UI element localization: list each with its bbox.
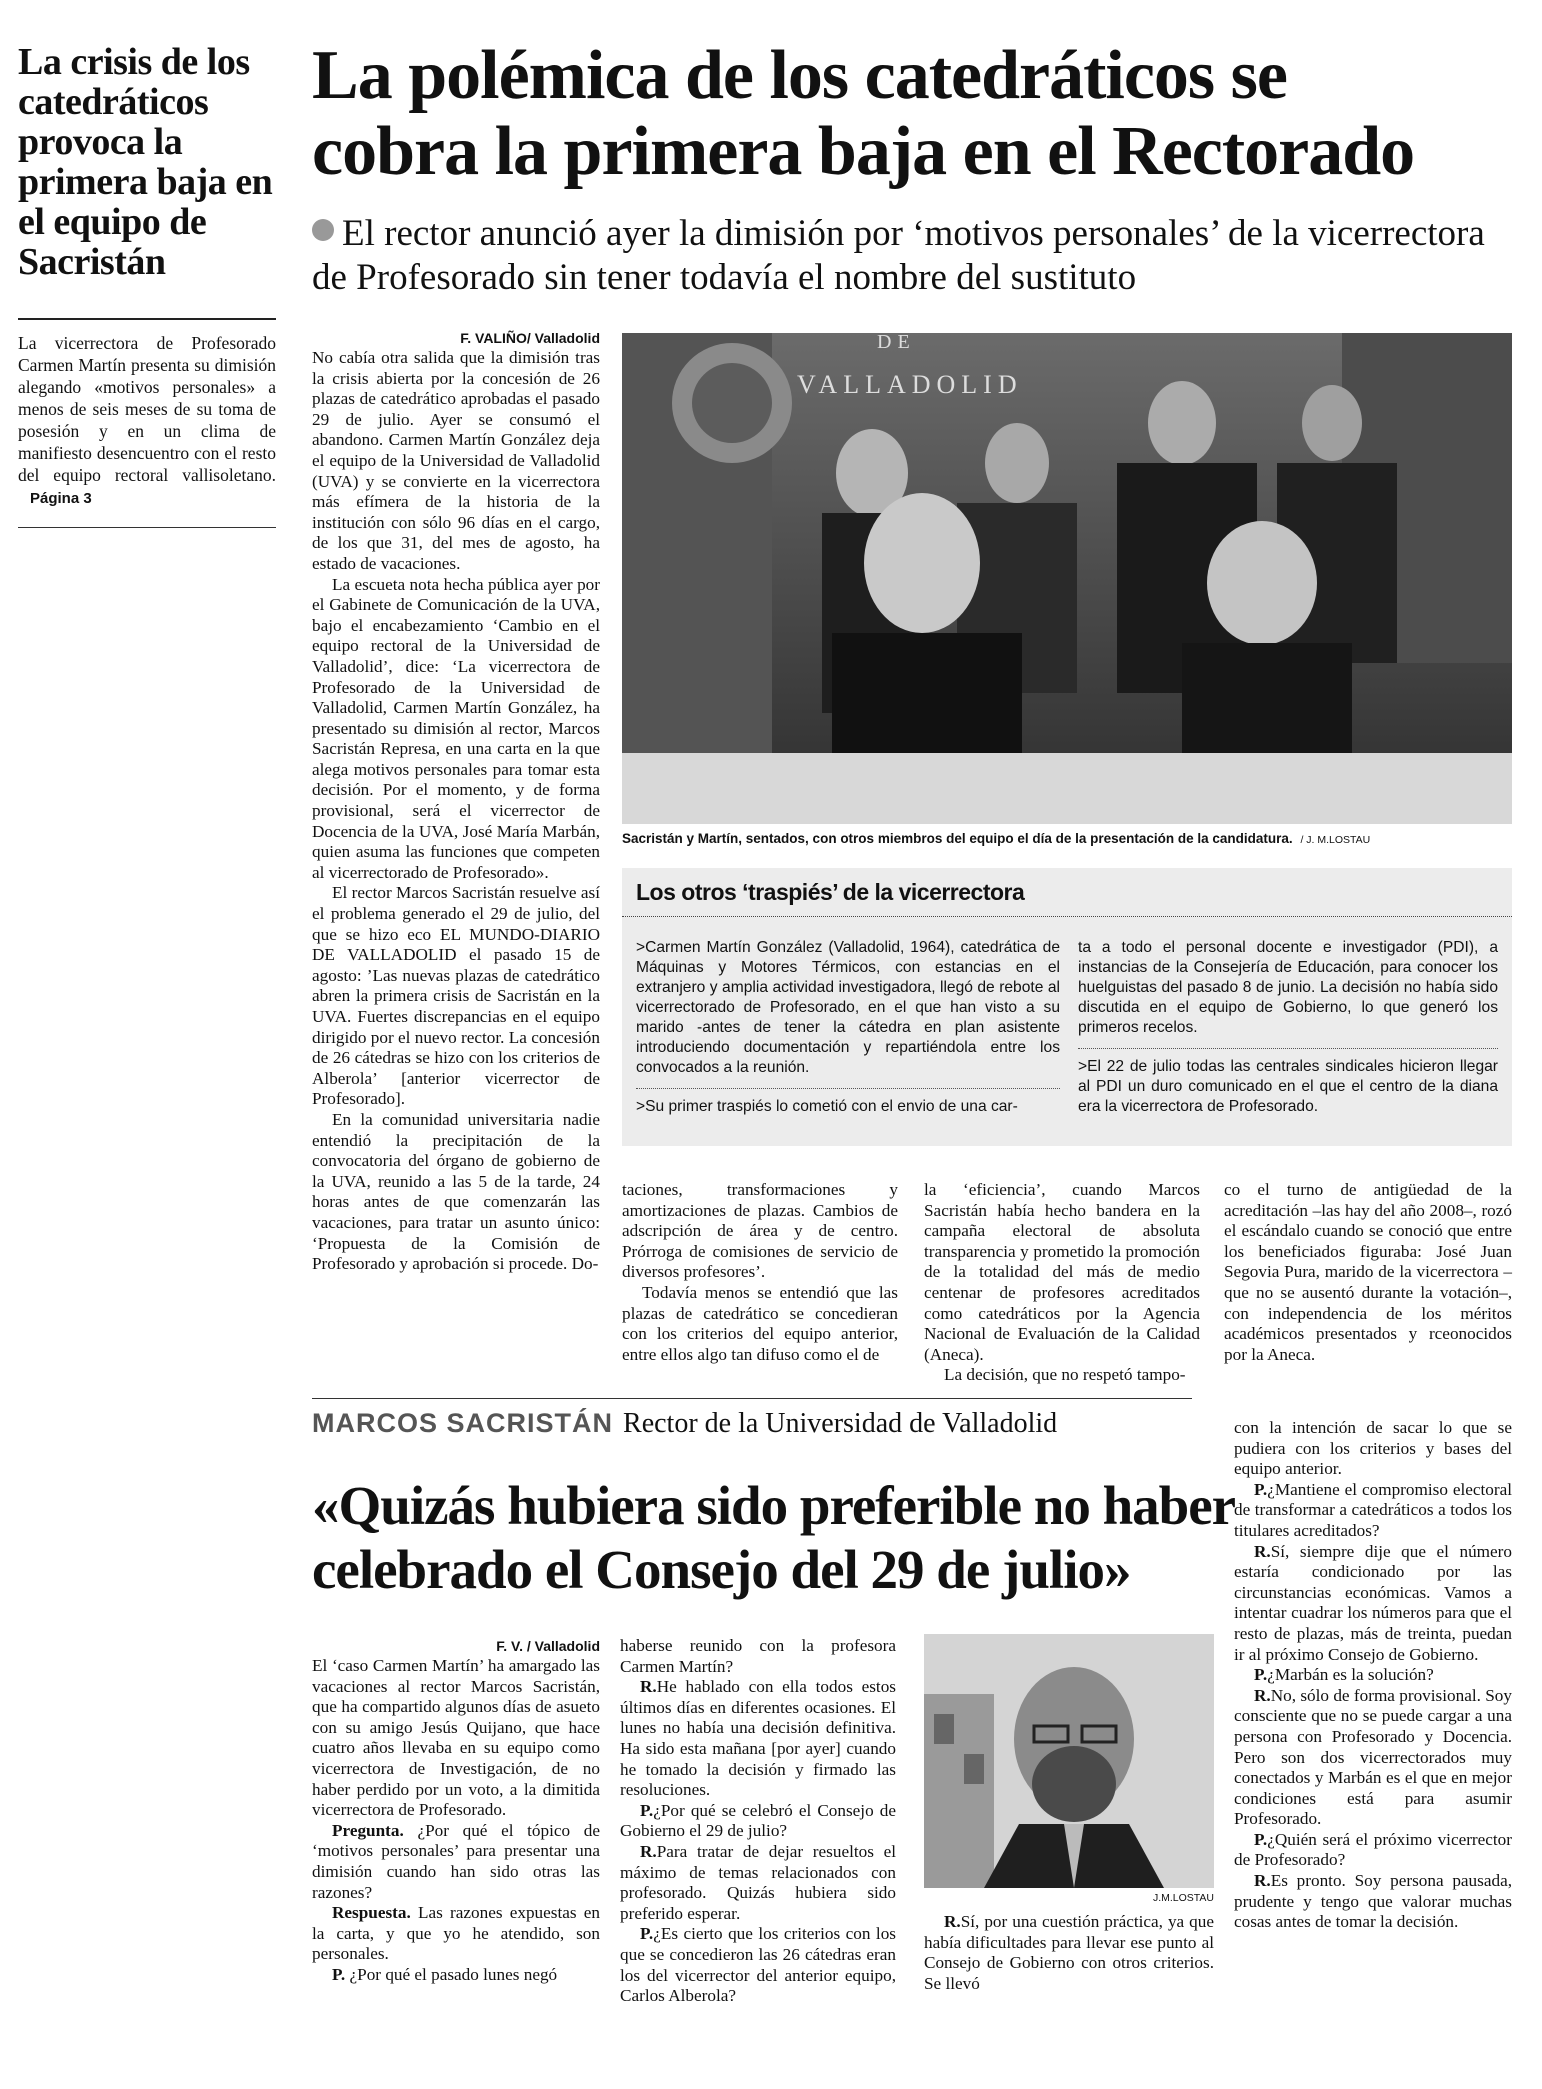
main-paragraph-4: En la comunidad universitaria nadie entendió la precipitación de la convocatoria del órgano de gobierno de la UVA, reunido a las 5 de la tarde, 24 horas antes de que comenzarán las vacaciones, para tratar un asunto único: ‘Propuesta de la Comisión de Profesorado y aprobación si procede. Do- xyxy=(312,1109,600,1274)
interview-col2-p4: R.Para tratar de dejar resueltos el máximo de temas relacionados con profesorado. Quizás hubiera sido preferido esperar. xyxy=(620,1841,896,1923)
interview-col4-p1: con la intención de sacar lo que se pudiera con los criterios y bases del equipo anterior. xyxy=(1234,1418,1512,1479)
main-col4 xyxy=(1224,1180,1512,1365)
main-col3 xyxy=(924,1180,1200,1386)
interview-col2-p3: P.¿Por qué se celebró el Consejo de Gobierno el 29 de julio? xyxy=(620,1800,896,1841)
interview-col4 xyxy=(1234,1418,1512,1933)
interview-col1-p2: Pregunta. ¿Por qué el tópico de ‘motivos personales’ para presentar una dimisión cuando han sido otras las razones? xyxy=(312,1820,600,1902)
interview-col4-p6: P.¿Quién será el próximo vicerrector de Profesorado? xyxy=(1234,1829,1512,1870)
interview-col4-p2: P.¿Mantiene el compromiso electoral de transformar a catedráticos a todos los titulares acreditados? xyxy=(1234,1479,1512,1540)
interview-col2-p5: P.¿Es cierto que los criterios con los que se concedieron las 26 cátedras eran los del vicerrector del anterior equipo, Carlos Alberola? xyxy=(620,1924,896,2006)
interview-col4-p3: R.Sí, siempre dije que el número estaría condicionado por las circunstancias económicas. Vamos a intentar cuadrar los números para que el resto de plazas, más de treinta, puedan ir al próximo Consejo de Gobierno. xyxy=(1234,1541,1512,1664)
interview-byline: F. V. / Valladolid xyxy=(496,1638,600,1654)
photo-caption-text: Sacristán y Martín, sentados, con otros miembros del equipo el día de la presentación de la candidatura. xyxy=(622,831,1293,846)
main-subhead xyxy=(312,212,1522,300)
interview-headline-line2: celebrado el Consejo del 29 de julio» xyxy=(312,1539,1131,1600)
interview-kicker xyxy=(312,1408,1192,1440)
interview-col3 xyxy=(924,1912,1214,1994)
interview-col4-p7: R.Es pronto. Soy persona pausada, prudente y tengo que valorar muchas cosas antes de tomar la decisión. xyxy=(1234,1871,1512,1932)
interview-col1-p4: P. ¿Por qué el pasado lunes negó xyxy=(332,1964,558,1984)
main-col3-p2: La decisión, que no respetó tampo- xyxy=(944,1365,1186,1385)
main-paragraph-2: La escueta nota hecha pública ayer por el Gabinete de Comunicación de la UVA, bajo el encabezamiento ‘Cambio en el equipo rectoral de la Universidad de Valladolid’, dice: ‘La vicerrectora de Profesorado de la Universidad de Valladolid, Carmen Martín González, ha presentado su dimisión al rector, Marcos Sacristán Represa, en una carta en la que alega motivos personales para tomar esta decisión. Por el momento, y de forma provisional, será el vicerrector de Docencia de la UVA, José María Marbán, quien asuma las funciones que competen al vicerrectorado de Profesorado». xyxy=(312,574,600,882)
interview-col3-p1: R.Sí, por una cuestión práctica, ya que había dificultades para llevar ese punto al Consejo de Gobierno con otros criterios. Se llevó xyxy=(924,1912,1214,1993)
interview-role: Rector de la Universidad de Valladolid xyxy=(623,1408,1058,1439)
sidebar-divider xyxy=(18,318,276,320)
interview-col2-p2: R.He hablado con ella todos estos últimos días en diferentes ocasiones. El lunes no había una decisión definitiva. Ha sido esta mañana [por ayer] cuando he tomado la decisión y firmado las resoluciones. xyxy=(620,1677,896,1800)
interview-photo-credit: J.M.LOSTAU xyxy=(1152,1892,1214,1904)
interview-headline xyxy=(312,1474,1236,1602)
main-col3-p1: la ‘eficiencia’, cuando Marcos Sacristán había hecho bandera en la campaña electoral de absoluta transparencia y prometido la promoción de la totalidad del más de medio centenar de profesores acreditados como catedráticos por la Agencia Nacional de Evaluación de la Calidad (Aneca). xyxy=(924,1180,1200,1364)
sidebar-headline: La crisis de los catedráticos provoca la primera baja en el equipo de Sacristán xyxy=(18,41,273,283)
interview-photo-image xyxy=(924,1634,1214,1888)
interview-name: MARCOS SACRISTÁN xyxy=(312,1408,614,1438)
interview-col4-p4: P.¿Marbán es la solución? xyxy=(1254,1665,1434,1685)
main-col2-p2: Todavía menos se entendió que las plazas de catedrático se concedieran con los criterios del equipo anterior, entre ellos algo tan difuso como el de xyxy=(622,1282,898,1364)
main-paragraph-1: No cabía otra salida que la dimisión tras la crisis abierta por la concesión de 26 plazas de catedrático aprobadas el pasado 29 de julio. Ayer se consumó el abandono. Carmen Martín González deja el equipo de la Universidad de Valladolid (UVA) y se convierte en la vicerrectora más efímera de la historia de la institución con sólo 96 días en el cargo, de los que 31, del mes de agosto, ha estado de vacaciones. xyxy=(312,348,600,573)
main-paragraph-3: El rector Marcos Sacristán resuelve así el problema generado el 29 de julio, del que se hizo eco EL MUNDO-DIARIO DE VALLADOLID el pasado 15 de agosto: ’Las nuevas plazas de catedrático abren la primera crisis de Sacristán en la UVA. Fuertes discrepancias en el equipo dirigido por el nuevo rector. La concesión de 26 cátedras se hizo con los criterios de Alberola’ [anterior vicerrector de Profesorado]. xyxy=(312,883,600,1109)
sidebar-summary xyxy=(18,332,276,510)
photo-caption xyxy=(622,830,1512,849)
traspies-item-3: ta a todo el personal docente e investigador (PDI), a instancias de la Consejería de Educación, para conocer los huelguistas del pasado 8 de junio. La decisión no había sido discutida en el equipo de Gobierno, lo que generó los primeros recelos. xyxy=(1078,939,1498,1036)
traspies-item-2: >Su primer traspiés lo cometió con el envio de una car- xyxy=(636,1098,1018,1115)
interview-col2-p1: haberse reunido con la profesora Carmen Martín? xyxy=(620,1636,896,1676)
main-subhead-text: El rector anunció ayer la dimisión por ‘motivos personales’ de la vicerrectora de Profesorado sin tener todavía el nombre del sustituto xyxy=(312,213,1485,298)
sidebar-page-ref[interactable]: Página 3 xyxy=(30,490,92,507)
interview-col4-p5: R.No, sólo de forma provisional. Soy consciente que no se puede cargar a una persona con Profesorado y Docencia. Pero son dos vicerrectorados muy conectados y Marbán es el que en mejor condiciones está para asumir Profesorado. xyxy=(1234,1685,1512,1829)
interview-col1-p1: El ‘caso Carmen Martín’ ha amargado las vacaciones al rector Marcos Sacristán, que ha compartido algunos días de asueto con su amigo Jesús Quijano, que hace cuatro años llevaba en su equipo como vicerrectora de Investigación, de no haber perdido por un voto, a la dimitida vicerrectora de Profesorado. xyxy=(312,1656,600,1820)
traspies-box-title: Los otros ‘traspiés’ de la vicerrectora xyxy=(636,879,1025,905)
main-col1 xyxy=(312,348,600,1275)
photo-credit: / J. M.LOSTAU xyxy=(1300,834,1371,846)
traspies-title-rule xyxy=(622,916,1512,917)
main-photo xyxy=(622,333,1512,824)
main-col2-p1: taciones, transformaciones y amortizaciones de plazas. Cambios de adscripción de área y de centro. Prórroga de comisiones de servicio de diversos profesores’. xyxy=(622,1180,898,1282)
main-headline-line1: La polémica de los catedráticos se xyxy=(312,37,1287,114)
main-photo-image xyxy=(622,333,1512,824)
bullet-icon xyxy=(312,219,334,241)
traspies-item-1: >Carmen Martín González (Valladolid, 1964), catedrática de Máquinas y Motores Térmicos, con estancias en el extranjero y amplia actividad investigadora, llegó de rebote al vicerrectorado de Profesorado, en el que han visto a su marido -antes de tener la cátedra en plan asistente introduciendo documentación y repartiéndola entre los convocados a la reunión. xyxy=(636,939,1060,1076)
traspies-left-col xyxy=(636,938,1060,1117)
interview-photo xyxy=(924,1634,1214,1888)
interview-col1 xyxy=(312,1656,600,1986)
traspies-item-4: >El 22 de julio todas las centrales sindicales hicieron llegar al PDI un duro comunicado en el que el centro de la diana era la vicerrectora de Profesorado. xyxy=(1078,1058,1498,1115)
main-headline-line2: cobra la primera baja en el Rectorado xyxy=(312,113,1415,190)
traspies-right-col xyxy=(1078,938,1498,1117)
interview-top-rule xyxy=(312,1398,1192,1399)
sidebar-summary-text: La vicerrectora de Profesorado Carmen Martín presenta su dimisión alegando «motivos personales» a menos de seis meses de su toma de posesión y en un clima de manifiesto desencuentro con el resto del equipo rectoral vallisoletano. xyxy=(18,333,276,485)
interview-col2 xyxy=(620,1636,896,2007)
photo-wall-text-top: DE xyxy=(877,333,916,353)
main-byline: F. VALIÑO/ Valladolid xyxy=(460,330,600,346)
photo-wall-text: VALLADOLID xyxy=(797,370,1023,399)
interview-col1-p3: Respuesta. Las razones expuestas en la carta, y que yo he atendido, son personales. xyxy=(312,1903,600,1964)
main-headline xyxy=(312,38,1532,190)
main-col2 xyxy=(622,1180,898,1365)
traspies-item-divider xyxy=(636,1088,1060,1089)
interview-headline-line1: «Quizás hubiera sido preferible no haber xyxy=(312,1475,1236,1536)
sidebar-bottom-divider xyxy=(18,527,276,528)
traspies-item-divider-2 xyxy=(1078,1048,1498,1049)
main-col4-p1: co el turno de antigüedad de la acreditación –las hay del año 2008–, rozó el escándalo cuando se conoció que entre los beneficiados figuraba: José Juan Segovia Pura, marido de la vicerrectora –que no se ausentó durante la votación–, con independencia de los méritos académicos presentados y rceonocidos por la Aneca. xyxy=(1224,1180,1512,1364)
